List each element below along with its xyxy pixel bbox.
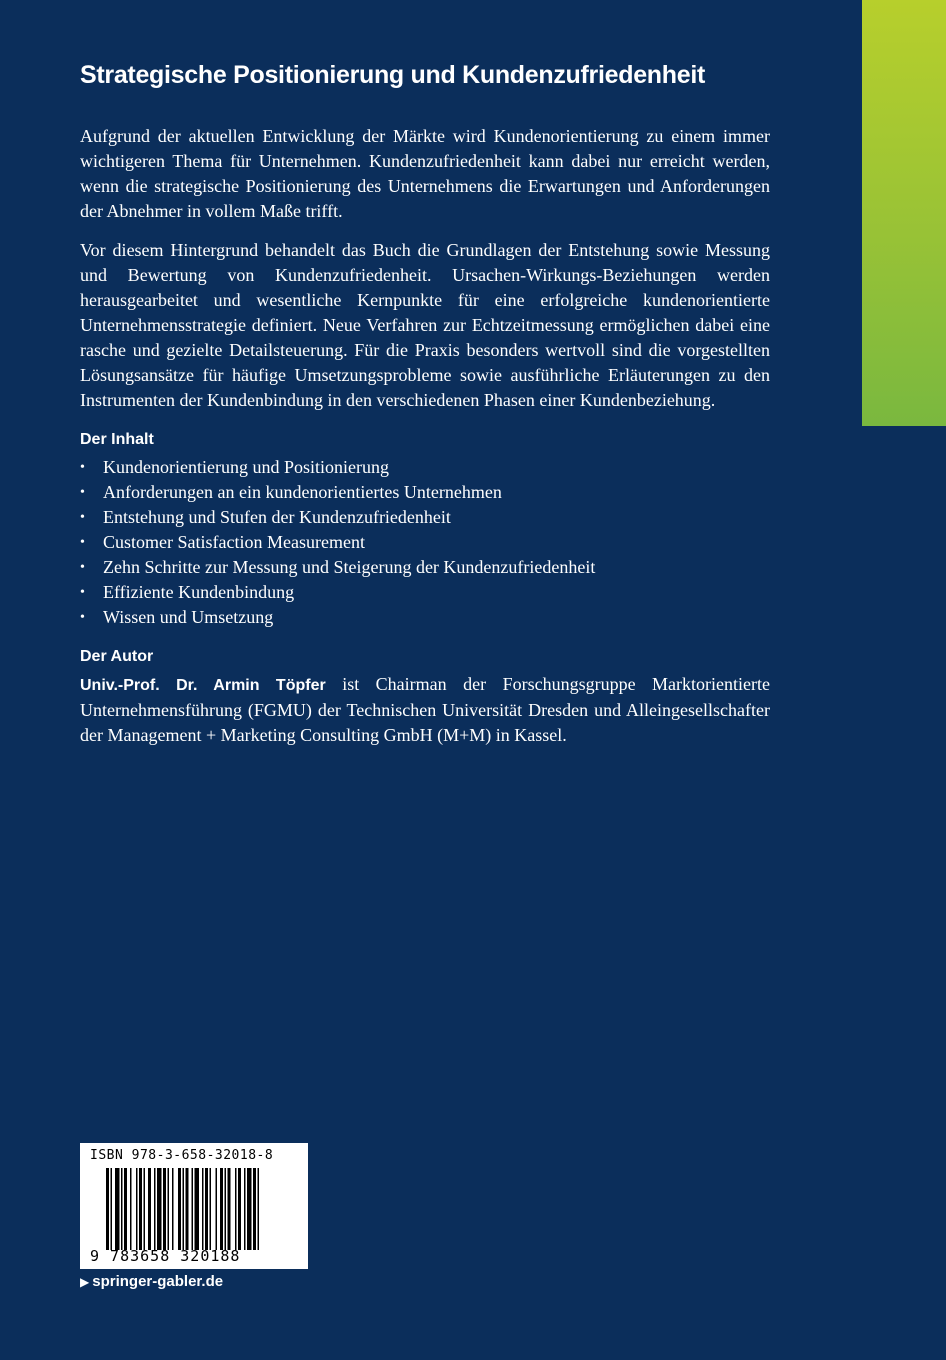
contents-item [80,605,770,630]
contents-item [80,480,770,505]
barcode-bar [225,1168,227,1250]
accent-bar [862,0,946,426]
contents-item [80,530,770,555]
barcode-bar [202,1168,204,1250]
barcode-bar [148,1168,151,1250]
barcode-bar [168,1168,170,1250]
play-arrow-icon: ▶ [80,1275,90,1289]
barcode-bar [154,1168,156,1250]
isbn-barcode [80,1143,308,1269]
barcode-bar [111,1168,113,1250]
contents-item-text: Anforderungen an ein kundenorientiertes Unternehmen [103,482,502,502]
barcode-bar [244,1168,246,1250]
bullet: • [80,535,85,550]
barcode-bar [258,1168,260,1250]
bullet: • [80,485,85,500]
book-title: Strategische Positionierung und Kundenzufriedenheit [80,61,706,89]
barcode-bar [247,1168,252,1250]
barcode-bar [210,1168,212,1250]
contents-item-text: Customer Satisfaction Measurement [103,532,365,552]
barcode-bar [157,1168,162,1250]
bullet: • [80,510,85,525]
back-cover-content [80,60,770,762]
contents-item-text: Kundenorientierung und Positionierung [103,457,389,477]
contents-item-text: Effiziente Kundenbindung [103,582,295,602]
barcode-bar [172,1168,174,1250]
contents-item [80,555,770,580]
contents-item-text: Zehn Schritte zur Messung und Steigerung der Kundenzufriedenheit [103,557,596,577]
isbn-label: ISBN 978-3-658-32018-8 [90,1148,274,1163]
author-paragraph [80,672,770,748]
contents-list [80,455,770,630]
barcode-digits: 9 783658 320188 [90,1247,241,1265]
barcode-bar [220,1168,223,1250]
contents-item-text: Wissen und Umsetzung [103,607,274,627]
contents-item [80,580,770,605]
bullet: • [80,610,85,625]
barcode-bar [124,1168,127,1250]
bullet: • [80,560,85,575]
barcode-bar [228,1168,231,1250]
barcode-bar [121,1168,123,1250]
barcode-bar [115,1168,120,1250]
barcode-bar [144,1168,146,1250]
author-bio: ist Chairman der Forschungsgruppe Marktorientierte Unternehmensführung (FGMU) der Technischen Universität Dresden und Alleingesellschafter der Management + Marketing Consulting GmbH (M+M) in Kassel. [80,674,770,745]
author-heading: Der Autor [80,648,154,665]
author-name: Univ.-Prof. Dr. Armin Töpfer [80,677,326,694]
barcode-bar [216,1168,218,1250]
barcode-bar [205,1168,208,1250]
barcode-bar [253,1168,256,1250]
bullet: • [80,585,85,600]
contents-item-text: Entstehung und Stufen der Kundenzufriedenheit [103,507,451,527]
barcode-bar [192,1168,194,1250]
barcode-bar [106,1168,109,1250]
contents-heading: Der Inhalt [80,431,154,448]
barcode-bar [238,1168,241,1250]
description-paragraph: Vor diesem Hintergrund behandelt das Buch die Grundlagen der Entstehung sowie Messung und Bewertung von Kundenzufriedenheit. Ursachen-Wirkungs-Beziehungen werden herausgearbeitet und wesentliche Kernpunkte für eine erfolgreiche kundenorientierte Unternehmensstrategie definiert. Neue Verfahren zur Echtzeitmessung ermöglichen dabei eine rasche und gezielte Detailsteuerung. Für die Praxis besonders wertvoll sind die vorgestellten Lösungsansätze für häufige Umsetzungsprobleme sowie ausführliche Erläuterungen zu den Instrumenten der Kundenbindung in den verschiedenen Phasen einer Kundenbeziehung. [80,240,770,410]
barcode-bars [106,1168,302,1250]
barcode-bar [163,1168,166,1250]
barcode-bar [195,1168,200,1250]
barcode-bar [139,1168,142,1250]
website-text: springer-gabler.de [92,1273,224,1290]
barcode-bar [136,1168,138,1250]
contents-item [80,455,770,480]
publisher-website[interactable] [80,1273,223,1290]
barcode-bar [235,1168,237,1250]
bullet: • [80,460,85,475]
intro-paragraph: Aufgrund der aktuellen Entwicklung der Märkte wird Kundenorientierung zu einem immer wichtigeren Thema für Unternehmen. Kundenzufriedenheit kann dabei nur erreicht werden, wenn die strategische Positionierung des Unternehmens die Erwartungen und Anforderungen der Abnehmer in vollem Maße trifft. [80,126,770,221]
contents-item [80,505,770,530]
barcode-bar [178,1168,181,1250]
barcode-bar [186,1168,189,1250]
barcode-bar [183,1168,185,1250]
barcode-bar [130,1168,132,1250]
